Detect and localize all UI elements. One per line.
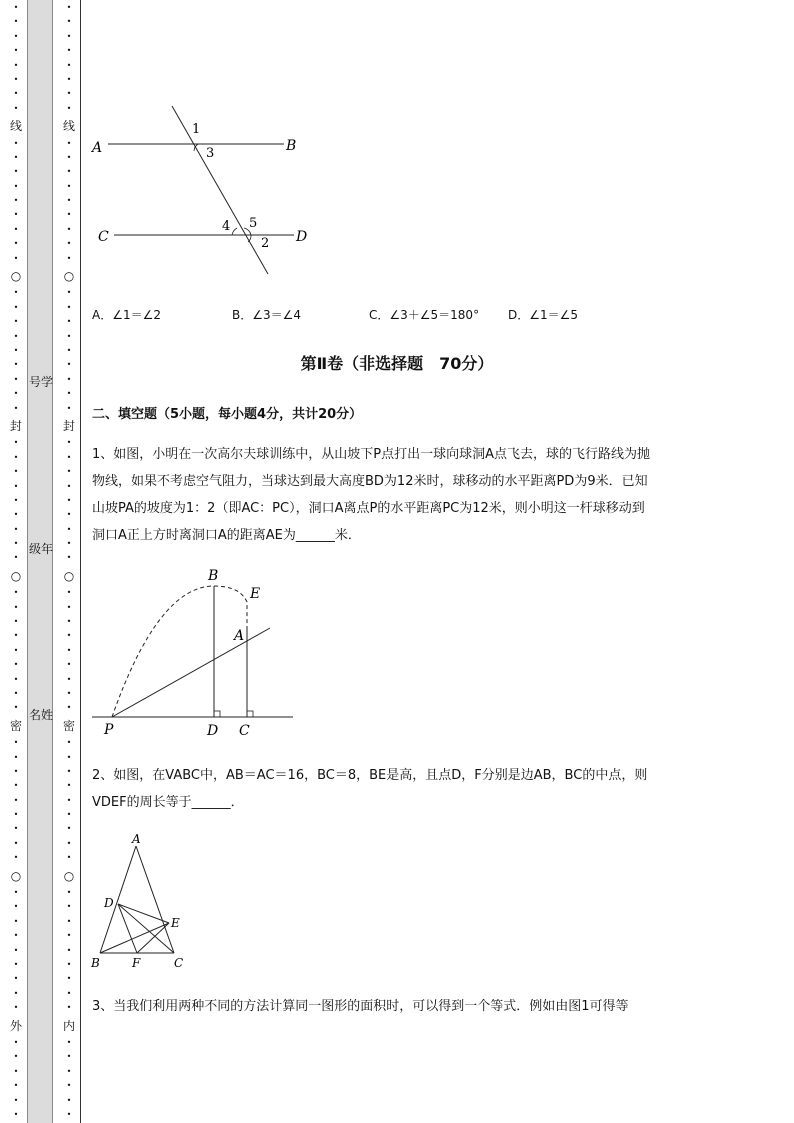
question-1-line: 山坡PA的坡度为1：2（即AC：PC），洞口A离点P的水平距离PC为12米，则小明这一杆球移动到 bbox=[92, 501, 645, 516]
label-B: B bbox=[208, 568, 219, 584]
question-3 bbox=[92, 993, 742, 1020]
label-B: B bbox=[91, 956, 100, 970]
angle-label-5: 5 bbox=[249, 216, 258, 231]
segment-ef bbox=[137, 923, 169, 953]
seal-label: 密 bbox=[9, 718, 22, 733]
parallel-lines-figure bbox=[88, 98, 318, 280]
question-3-line: 3、当我们利用两种不同的方法计算同一图形的面积时，可以得到一个等式．例如由图1可得等 bbox=[92, 999, 629, 1014]
question-1-line: 物线，如果不考虑空气阻力，当球达到最大高度BD为12米时，球移动的水平距离PD为9米．已知 bbox=[92, 474, 648, 489]
seal-label: 线 bbox=[62, 119, 75, 134]
circle-mark: ○ bbox=[63, 568, 75, 583]
label-P: P bbox=[104, 722, 114, 738]
question-2-line: VDEF的周长等于______． bbox=[92, 795, 244, 810]
label-D: D bbox=[104, 896, 114, 910]
section-heading: 二、填空题（5小题，每小题4分，共计20分） bbox=[92, 407, 363, 422]
angle-arc-4 bbox=[232, 228, 237, 235]
angle-arc-2 bbox=[248, 235, 251, 242]
triangle-figure bbox=[88, 834, 198, 974]
segment-de bbox=[118, 904, 169, 923]
angle-label-4: 4 bbox=[222, 219, 231, 234]
label-F: F bbox=[132, 956, 141, 970]
question-1-line: 洞口A正上方时离洞口A的距离AE为______米． bbox=[92, 528, 361, 543]
label-A: A bbox=[92, 140, 103, 156]
circle-mark: ○ bbox=[63, 868, 75, 883]
part-title: 第Ⅱ卷（非选择题 70分） bbox=[300, 354, 494, 373]
question-1 bbox=[92, 441, 742, 549]
seal-label: 封 bbox=[62, 418, 75, 433]
segment-df bbox=[118, 904, 137, 953]
transversal bbox=[172, 106, 268, 274]
label-E: E bbox=[171, 916, 180, 930]
seal-label: 密 bbox=[62, 718, 75, 733]
question-1-line: 1、如图，小明在一次高尔夫球训练中，从山坡下P点打出一球向球洞A点飞去，球的飞行路线为抛 bbox=[92, 447, 651, 462]
slope-pa bbox=[112, 628, 270, 717]
flight-parabola bbox=[112, 586, 247, 717]
class-field: 级年 bbox=[29, 542, 54, 556]
name-field: 名姓 bbox=[29, 708, 54, 722]
option-c: C．∠3＋∠5＝180° bbox=[369, 308, 480, 322]
binding-margin bbox=[0, 0, 86, 1123]
circle-mark: ○ bbox=[10, 568, 22, 583]
seal-label: 外 bbox=[9, 1018, 22, 1033]
label-D: D bbox=[207, 723, 219, 739]
label-C: C bbox=[239, 723, 250, 739]
student-id-field: 号学 bbox=[29, 375, 54, 389]
angle-label-1: 1 bbox=[192, 122, 201, 137]
seal-label: 内 bbox=[62, 1018, 75, 1033]
label-A: A bbox=[132, 834, 141, 846]
circle-mark: ○ bbox=[10, 868, 22, 883]
angle-label-2: 2 bbox=[261, 236, 270, 251]
label-D: D bbox=[296, 229, 308, 245]
golf-parabola-figure bbox=[88, 562, 298, 742]
question-2-line: 2、如图，在VABC中，AB＝AC＝16，BC＝8，BE是高，且点D，F分别是边AB，BC的中点，则 bbox=[92, 768, 648, 783]
label-C: C bbox=[174, 956, 184, 970]
binding-grey-band bbox=[27, 0, 53, 1123]
seal-label: 线 bbox=[9, 119, 22, 134]
angle-label-3: 3 bbox=[206, 146, 215, 161]
question-2 bbox=[92, 762, 742, 816]
option-b: B．∠3＝∠4 bbox=[232, 308, 302, 322]
right-angle-c bbox=[247, 711, 253, 717]
inner-seal-column: • • • • • • • • 线 • • • • • • • • • ○ • • • • • • • • • 封 • • • • • • • • • ○ • • • • • • • • • 密 • • • • • • • • • ○ • • • • • • • • • 内 • • • • • • bbox=[62, 3, 75, 1119]
label-E: E bbox=[250, 586, 261, 602]
outer-seal-column: • • • • • • • • 线 • • • • • • • • • ○ • • • • • • • • • 封 • • • • • • • • • ○ • • • • • • • • • 密 • • • • • • • • • ○ • • • • • • • • • 外 • • • • • • bbox=[9, 3, 22, 1119]
label-C: C bbox=[98, 229, 109, 245]
seal-label: 封 bbox=[9, 418, 22, 433]
circle-mark: ○ bbox=[63, 269, 75, 284]
margin-rule bbox=[80, 0, 81, 1123]
circle-mark: ○ bbox=[10, 269, 22, 284]
height-be bbox=[100, 923, 169, 953]
option-d: D．∠1＝∠5 bbox=[508, 308, 579, 322]
label-A: A bbox=[234, 628, 245, 644]
right-angle-d bbox=[214, 711, 220, 717]
label-B: B bbox=[286, 138, 297, 154]
option-a: A．∠1＝∠2 bbox=[92, 308, 161, 322]
